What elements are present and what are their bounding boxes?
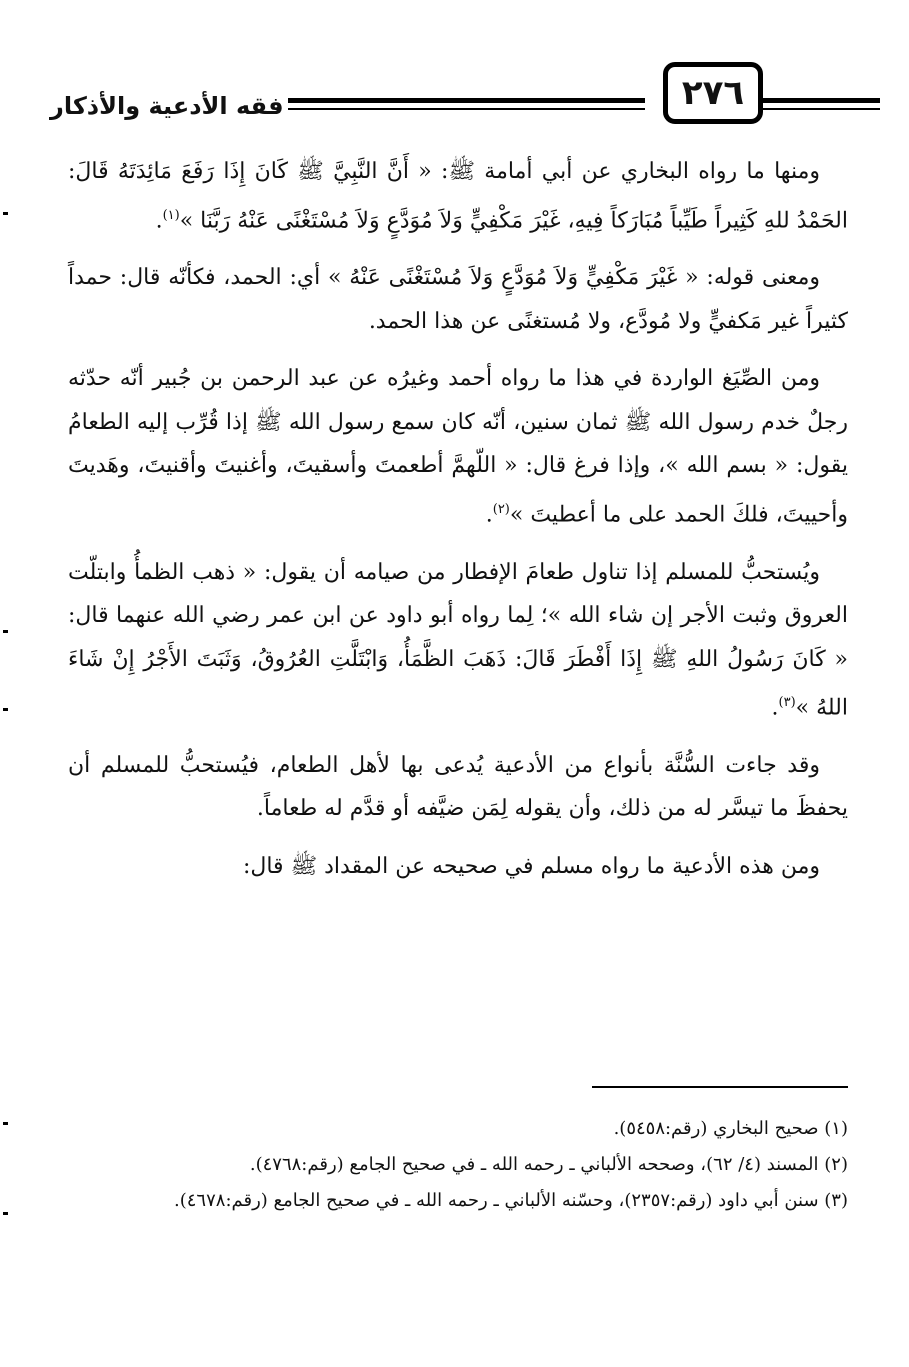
footnote-2: (٢) المسند (٤/ ٦٢)، وصححه الألباني ـ رحمه الله ـ في صحيح الجامع (رقم:٤٧٦٨). [249,1154,848,1175]
scan-margin-mark [3,630,8,633]
footnote-ref-3: (٣) [778,695,796,711]
paragraph-end: . [771,695,779,721]
scan-margin-mark [3,708,8,711]
footnote-1: (١) صحيح البخاري (رقم:٥٤٥٨). [613,1118,848,1139]
paragraph-end: . [155,207,163,233]
header-rule-left [288,98,645,110]
paragraph-text: ويُستحبُّ للمسلم إذا تناول طعامَ الإفطار من صيامه أن يقول: « ذهب الظمأُ وابتلّت العروق وثبت الأجر إن شاء الله »؛ لِما رواه أبو داود عن ابن عمر رضي الله عنهما قال: « كَانَ رَسُولُ اللهِ ﷺ إِذَا أَفْطَرَ قَالَ: ذَهَبَ الظَّمَأُ، وَابْتَلَّتِ العُرُوقُ، وَثَبَتَ الأَجْرُ إِنْ شَاءَ اللهُ » [68,559,848,721]
paragraph-text: ومن الصِّيَغ الواردة في هذا ما رواه أحمد وغيرُه عن عبد الرحمن بن جُبير أنّه حدّثه رجلٌ خدم رسول الله ﷺ ثمان سنين، أنّه كان سمع رسول الله ﷺ إذا قُرِّب إليه الطعامُ يقول: « بسم الله »، وإذا فرغ قال: « اللّهمَّ أطعمتَ وأسقيتَ، وأغنيتَ وأقنيتَ، وهَديتَ وأحييتَ، فلكَ الحمد على ما أعطيتَ » [68,366,848,528]
paragraph-1 [68,150,848,242]
scan-margin-mark [3,1122,8,1125]
footnote-ref-2: (٢) [492,501,510,517]
paragraph-4 [68,551,848,730]
paragraph-2 [68,256,848,343]
paragraph-text: ومعنى قوله: « غَيْرَ مَكْفِيٍّ وَلاَ مُوَدَّعٍ وَلاَ مُسْتَغْنًى عَنْهُ » أي: الحمد، فكأنّه قال: حمداً كثيراً غير مَكفيٍّ ولا مُودَّع، ولا مُستغنًى عن هذا الحمد. [68,265,848,334]
paragraph-5 [68,744,848,831]
footnotes [96,1112,848,1220]
paragraph-text: ومنها ما رواه البخاري عن أبي أمامة ﷺ: « أَنَّ النَّبِيَّ ﷺ كَانَ إِذَا رَفَعَ مَائِدَتَهُ قَالَ: الحَمْدُ للهِ كَثِيراً طَيِّباً مُبَارَكاً فِيهِ، غَيْرَ مَكْفِيٍّ وَلاَ مُوَدَّعٍ وَلاَ مُسْتَغْنًى عَنْهُ رَبَّنَا » [68,159,848,233]
footnote-3: (٣) سنن أبي داود (رقم:٢٣٥٧)، وحسّنه الألباني ـ رحمه الله ـ في صحيح الجامع (رقم:٤٦٧٨). [174,1190,848,1211]
scan-margin-mark [3,212,8,215]
running-title: فقه الأدعية والأذكار [50,92,284,120]
paragraph-3 [68,357,848,536]
paragraph-6 [68,845,848,889]
footnote-ref-1: (١) [162,207,180,223]
paragraph-end: . [485,502,493,528]
header-rule-right [760,98,880,110]
page-number: ٢٧٦ [663,62,763,124]
footnote-separator [592,1086,848,1088]
scan-margin-mark [3,1212,8,1215]
page-header [50,60,850,140]
paragraph-text: ومن هذه الأدعية ما رواه مسلم في صحيحه عن المقداد ﷺ قال: [242,853,820,879]
body-text [68,150,848,902]
paragraph-text: وقد جاءت السُّنَّة بأنواع من الأدعية يُدعى بها لأهل الطعام، فيُستحبُّ للمسلم أن يحفظَ ما تيسَّر له من ذلك، وأن يقوله لِمَن ضيَّفه أو قدَّم له طعاماً. [68,752,848,822]
